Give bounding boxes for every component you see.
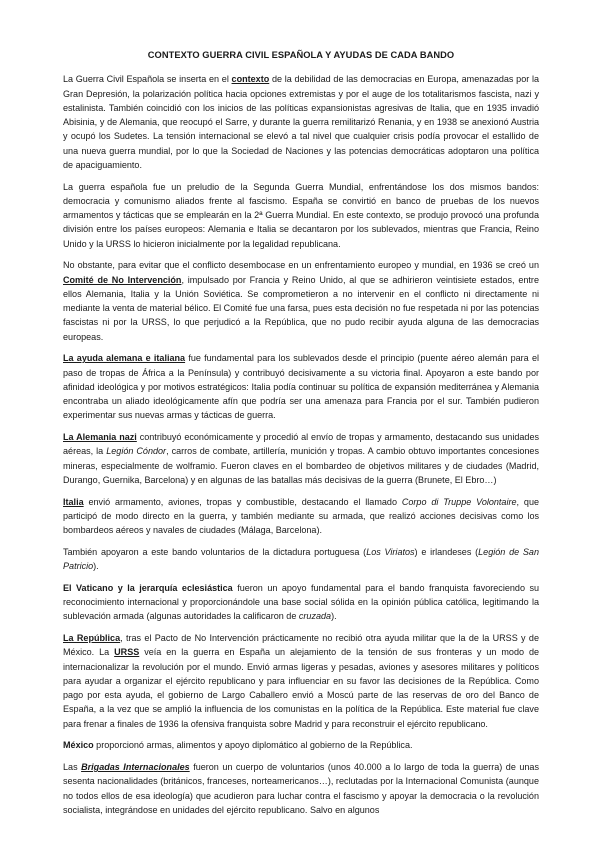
keyword-brigadas: Brigadas Internacionales: [81, 762, 190, 772]
paragraph-brigades: [63, 760, 539, 817]
p9-text-a: , tras el Pacto de No Intervención prácticamente no recibió otra ayuda militar que la de la URSS y de México. La: [63, 633, 539, 658]
keyword-alemania-nazi: La Alemania nazi: [63, 432, 137, 442]
san-patricio-text: Legión de San Patricio: [63, 546, 539, 571]
document-page: [63, 48, 539, 825]
p1-text-b: de la debilidad de las democracias en Europa, amenazadas por la Gran Depresión, la polarización política hacia opciones extremistas y por el auge de los totalitarismos fascista, nazi y estalinista. También coincidió con los inicios de las políticas expansionistas agresivas de Italia, que en 1935 invadió Abisinia, y de Alemania, que reocupó el Sarre, y durante la guerra remilitarizó Renania, y en 1938 se anexionó Austria y ocupó los Sudetes. La tensión internacional se elevó a tal nivel que cualquier crisis podía provocar el estallido de una nueva guerra mundial, por lo que la Sociedad de Naciones y las potencias democráticas adoptaron una política de apaciguamiento.: [63, 74, 539, 170]
paragraph-republic: [63, 631, 539, 731]
viriatos-text: Los Viriatos: [366, 546, 415, 557]
paragraph-context: [63, 72, 539, 172]
p11-text-b: fueron un cuerpo de voluntarios (unos 40.000 a lo largo de toda la guerra) de unas sesenta nacionalidades (británicos, franceses, norteamericanos…), reclutadas por la Internacional Comunista (aunque no todos ellos de esa ideología) que acudieron para luchar contra el fascismo y apoyar la democracia o la revolución socialista, integrándose en unidades del ejército republicano. Salvo en algunos: [63, 762, 539, 815]
p5-text-a: contribuyó económicamente y procedió al envío de tropas y armamento, destacando sus unidades aéreas, la: [63, 432, 539, 457]
legion-condor-text: Legión Cóndor: [106, 446, 167, 457]
cruzada-text: cruzada: [298, 611, 332, 622]
p8-text-b: ).: [331, 611, 337, 622]
p6-text-b: , que participó de modo directo en la guerra, y también mediante su armada, que realizó acciones decisivas como los bombardeos aéreos y navales de ciudades (Málaga, Barcelona).: [63, 496, 540, 535]
keyword-urss: URSS: [114, 647, 140, 658]
document-title: CONTEXTO GUERRA CIVIL ESPAÑOLA Y AYUDAS DE CADA BANDO: [147, 50, 455, 60]
paragraph-volunteers: [63, 545, 539, 574]
p5-text-b: , carros de combate, artillería, munición y tropas. A cambio obtuvo importantes concesiones mineras, especialmente de wolframio. Fueron claves en el bombardeo de objetivos militares y de ciudades (Madrid, Durango, Guernika, Barcelona) y en algunas de las batallas más decisivas de la guerra (Brunete, El Ebro…): [63, 446, 539, 485]
keyword-italia: Italia: [63, 496, 84, 507]
p6-text-a: envió armamento, aviones, tropas y combustible, destacando el llamado: [83, 496, 402, 507]
p8-text-a: fueron un apoyo fundamental para el bando franquista favoreciendo su reconocimiento internacional y proporcionándole una base social sólida en la opinión pública católica, legitimando la sublevación armada (algunas autoridades la calificaron de: [63, 582, 539, 622]
p10-text-b: proporcionó armas, alimentos y apoyo diplomático al gobierno de la República.: [93, 740, 413, 751]
corpo-truppe-text: Corpo di Truppe Volontaire: [401, 496, 517, 507]
paragraph-mexico: [63, 738, 539, 752]
paragraph-german-italian-aid: [63, 351, 539, 422]
keyword-ayuda-alemana-italiana: La ayuda alemana e italiana: [63, 353, 186, 364]
p11-text-a: Las: [63, 762, 82, 772]
p7-text-a: También apoyaron a este bando voluntarios de la dictadura portuguesa (: [63, 546, 367, 557]
p7-text-c: ).: [93, 561, 99, 571]
p7-text-b: ) e irlandeses (: [414, 546, 479, 557]
p9-text-b: veía en la guerra en España un alejamiento de la tensión de sus fronteras y un modo de internacionalizar la revolución por el mundo. Envió armas ligeras y pesadas, aviones y asesores militares y políticos para ayudar a organizar el ejército republicano y para influenciar en su favor las decisiones de la República. Como pago por esta ayuda, el gobierno de Largo Caballero envió a Moscú parte de las reservas de oro del Banco de España, a la vez que se amplió la influencia de los comunistas en la política de la República. Este material fue clave para frenar a finales de 1936 la ofensiva franquista sobre Madrid y para reconstruir el ejército republicano.: [63, 647, 540, 729]
paragraph-prelude: La guerra española fue un preludio de la Segunda Guerra Mundial, enfrentándose los dos mismos bandos: democracia y comunismo aliados frente al fascismo. España se convirtió en banco de pruebas de los nuevos armamentos y tácticas que se emplearán en la 2ª Guerra Mundial. En este contexto, se produjo provocó una profunda división entre los países europeos: Alemania e Italia se decantaron por los sublevados, mientras que Francia, Reino Unido y la URSS lo hicieron inicialmente por la legalidad republicana.: [63, 181, 539, 249]
keyword-mexico: México: [63, 740, 94, 751]
paragraph-non-intervention: [63, 258, 539, 344]
keyword-contexto: contexto: [231, 74, 270, 85]
paragraph-vatican: [63, 581, 539, 624]
p1-text-a: La Guerra Civil Española se inserta en el: [63, 74, 232, 85]
keyword-comite: Comité de No Intervención: [63, 274, 182, 285]
p3-text-a: No obstante, para evitar que el conflicto desembocase en un enfrentamiento europeo y mundial, en 1936 se creó un: [63, 260, 539, 271]
keyword-vaticano: El Vaticano y la jerarquía eclesiástica: [63, 582, 233, 593]
keyword-republica: La República: [63, 633, 121, 643]
paragraph-nazi-germany: [63, 430, 539, 487]
paragraph-italy: [63, 495, 539, 538]
p4-text-b: fue fundamental para los sublevados desde el principio (puente aéreo alemán para el paso de tropas de África a la Península) y contribuyó decisivamente a su victoria final. Apoyaron a este bando por afinidad ideológica y por motivos estratégicos: Italia podía continuar su política de expansión mediterránea y Alemania encontraba un aliado ideológicamente afín que podría ser una amenaza para Francia por el sur. También pudieron experimentar sus nuevas armas y tácticas de guerra.: [63, 353, 539, 421]
p3-text-b: , impulsado por Francia y Reino Unido, al que se adhirieron veintisiete estados, entre ellos Alemania, Italia y la Unión Soviética. Se comprometieron a no intervenir en el conflicto ni directamente ni mediante la venta de material bélico. El Comité fue una farsa, pues esta decisión no fue respetada ni por las potencias fascistas ni por la URSS, lo que perjudicó a la República, que no pudo recibir ayuda alguna de las democracias europeas.: [63, 274, 539, 342]
